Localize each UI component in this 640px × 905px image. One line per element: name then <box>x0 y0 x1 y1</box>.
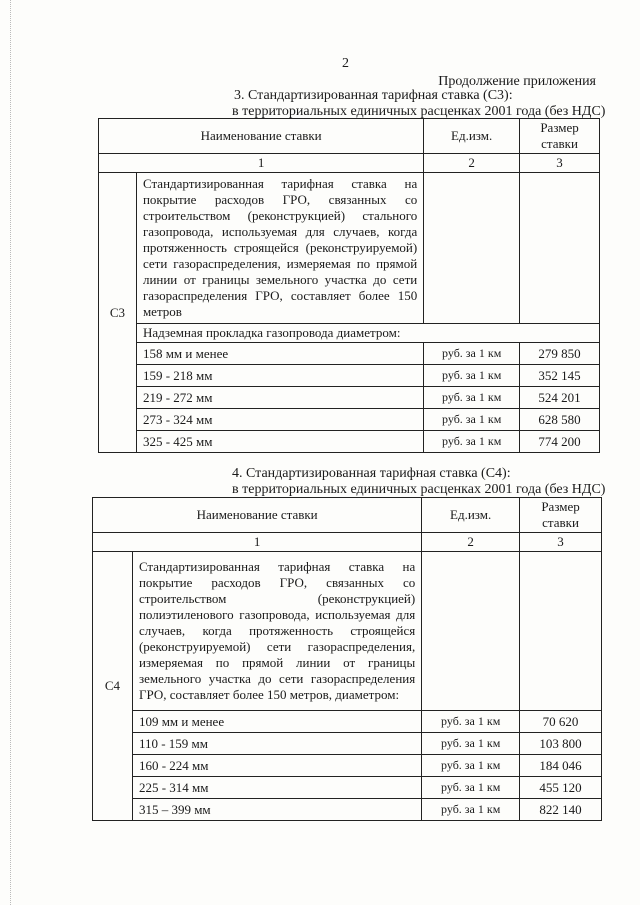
col-number: 1 <box>93 533 422 552</box>
scan-margin-mark <box>10 0 17 905</box>
header-name: Наименование ставки <box>99 119 424 154</box>
unit-cell: руб. за 1 км <box>424 409 520 431</box>
diameter-range: 219 - 272 мм <box>136 387 423 409</box>
table-row <box>93 777 602 799</box>
header-size: Размер ставки <box>520 498 602 533</box>
table-row <box>99 409 600 431</box>
continuation-label: Продолжение приложения <box>438 74 596 89</box>
unit-cell: руб. за 1 км <box>424 387 520 409</box>
diameter-range: 160 - 224 мм <box>132 755 421 777</box>
value-cell: 184 046 <box>520 755 602 777</box>
col-number: 3 <box>520 533 602 552</box>
section3-subtitle: в территориальных единичных расценках 2001 года (без НДС) <box>232 104 606 119</box>
section4-subtitle: в территориальных единичных расценках 2001 года (без НДС) <box>232 482 606 497</box>
table-row <box>93 711 602 733</box>
unit-cell: руб. за 1 км <box>422 777 520 799</box>
unit-cell: руб. за 1 км <box>424 343 520 365</box>
rate-code: С4 <box>93 552 133 821</box>
subheader: Надземная прокладка газопровода диаметром: <box>136 324 599 343</box>
value-cell: 103 800 <box>520 733 602 755</box>
diameter-range: 158 мм и менее <box>136 343 423 365</box>
diameter-range: 159 - 218 мм <box>136 365 423 387</box>
value-cell: 774 200 <box>520 431 600 453</box>
unit-cell: руб. за 1 км <box>422 799 520 821</box>
unit-cell: руб. за 1 км <box>422 711 520 733</box>
table-row <box>93 733 602 755</box>
page-number: 2 <box>342 56 349 71</box>
value-cell: 70 620 <box>520 711 602 733</box>
diameter-range: 273 - 324 мм <box>136 409 423 431</box>
table-row <box>99 365 600 387</box>
unit-cell: руб. за 1 км <box>424 365 520 387</box>
col-number: 2 <box>422 533 520 552</box>
table-row <box>99 431 600 453</box>
value-cell: 524 201 <box>520 387 600 409</box>
diameter-range: 325 - 425 мм <box>136 431 423 453</box>
table-row <box>99 343 600 365</box>
unit-cell: руб. за 1 км <box>424 431 520 453</box>
rate-description: Стандартизированная тарифная ставка на покрытие расходов ГРО, связанных со строительством (реконструкцией) стального газопровода, используемая для случаев, когда протяженность строящейся (реконструируемой) сети газораспределения, измеряемая по прямой линии от границы земельного участка до сети газораспределения ГРО, составляет более 150 метров <box>136 173 423 324</box>
value-cell: 352 145 <box>520 365 600 387</box>
value-cell: 628 580 <box>520 409 600 431</box>
section3-title: 3. Стандартизированная тарифная ставка (С3): <box>234 88 513 103</box>
diameter-range: 315 – 399 мм <box>132 799 421 821</box>
section4-table <box>92 497 602 821</box>
value-cell: 455 120 <box>520 777 602 799</box>
rate-code: С3 <box>99 173 137 453</box>
section3-table <box>98 118 600 453</box>
col-number: 2 <box>424 154 520 173</box>
header-size: Размер ставки <box>520 119 600 154</box>
col-number: 1 <box>99 154 424 173</box>
diameter-range: 110 - 159 мм <box>132 733 421 755</box>
diameter-range: 225 - 314 мм <box>132 777 421 799</box>
header-name: Наименование ставки <box>93 498 422 533</box>
diameter-range: 109 мм и менее <box>132 711 421 733</box>
value-cell: 822 140 <box>520 799 602 821</box>
col-number: 3 <box>520 154 600 173</box>
section4-title: 4. Стандартизированная тарифная ставка (С4): <box>232 466 511 481</box>
rate-description: Стандартизированная тарифная ставка на покрытие расходов ГРО, связанных со строительством (реконструкцией) полиэтиленового газопровода, используемая для случаев, когда протяженность строящейся (реконструируемой) сети газораспределения, измеряемая по прямой линии от границы земельного участка до сети газораспределения ГРО, составляет более 150 метров, диаметром: <box>132 552 421 711</box>
unit-cell: руб. за 1 км <box>422 755 520 777</box>
unit-cell: руб. за 1 км <box>422 733 520 755</box>
value-cell: 279 850 <box>520 343 600 365</box>
table-row <box>93 755 602 777</box>
header-unit: Ед.изм. <box>422 498 520 533</box>
table-row <box>99 387 600 409</box>
table-row <box>93 799 602 821</box>
header-unit: Ед.изм. <box>424 119 520 154</box>
